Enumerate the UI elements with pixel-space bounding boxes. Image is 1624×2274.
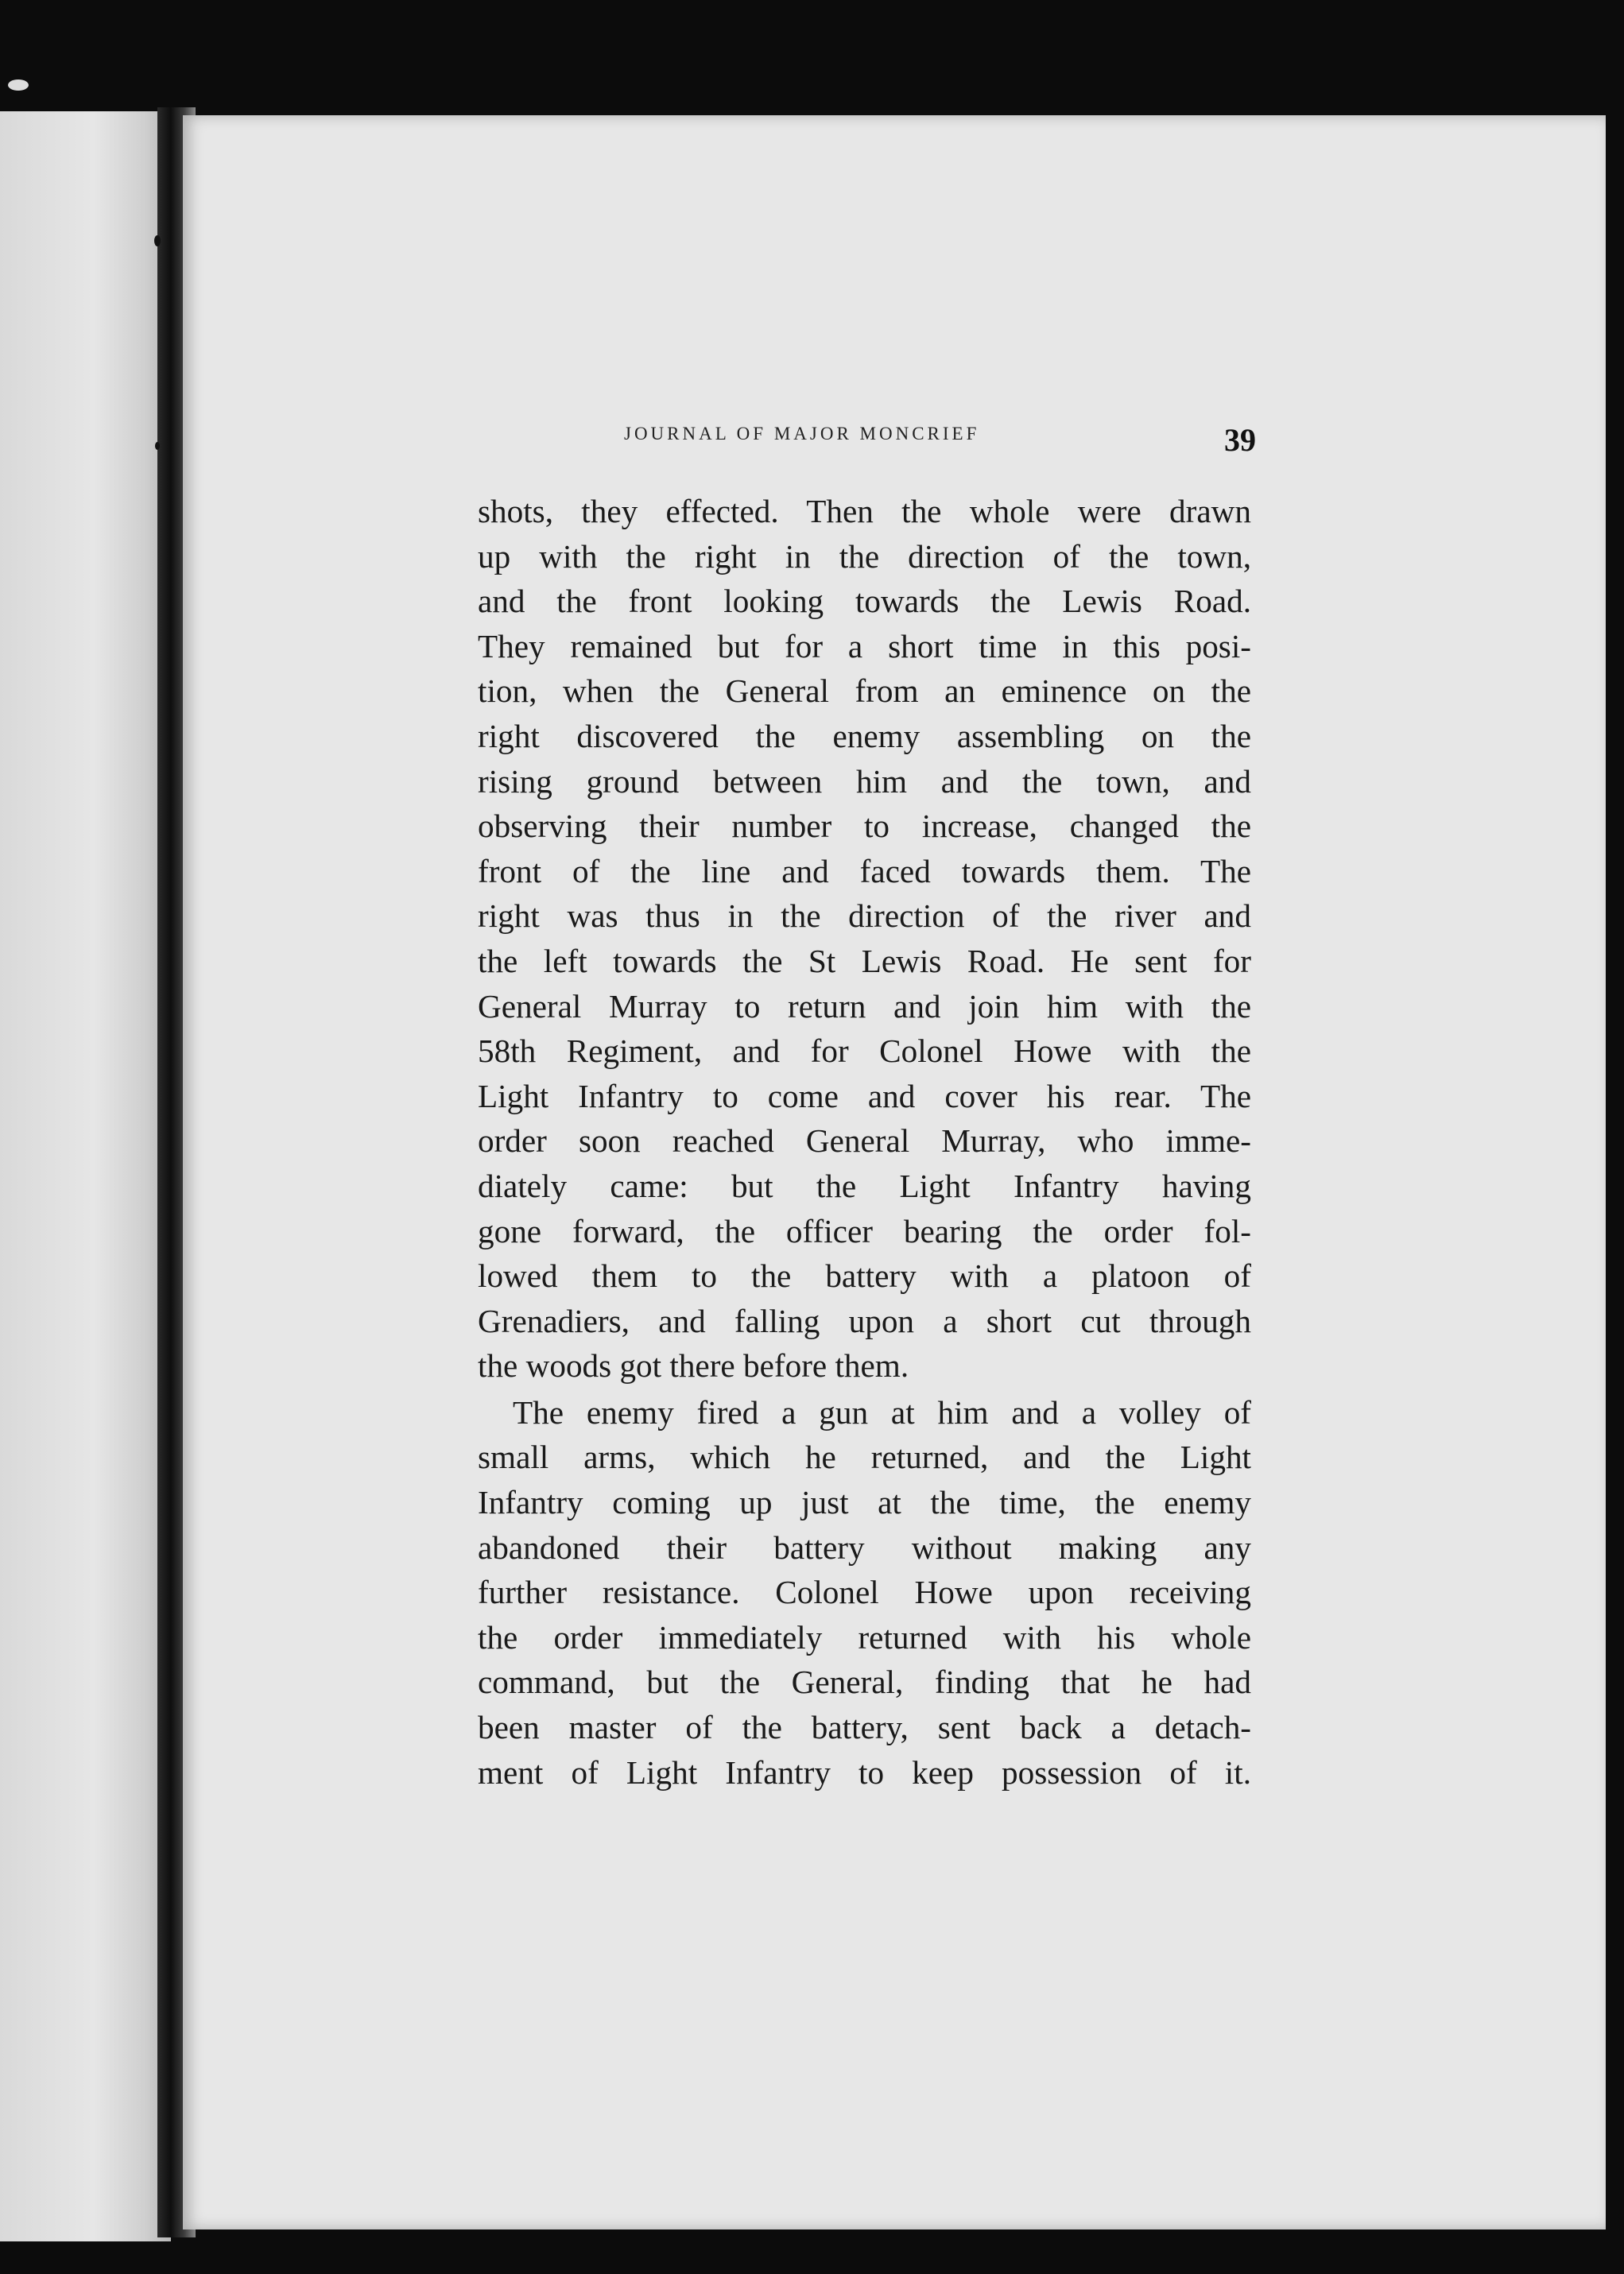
text-line: The enemy fired a gun at him and a volley of xyxy=(513,1393,1251,1431)
paragraph-1 xyxy=(478,489,1251,1389)
margin-speck xyxy=(155,442,160,450)
text-line: and the front looking towards the Lewis Road. xyxy=(478,583,1251,620)
margin-speck xyxy=(154,235,161,246)
text-line: abandoned their battery without making any xyxy=(478,1528,1251,1566)
paragraph-2 xyxy=(478,1390,1251,1795)
text-line: command, but the General, finding that he had xyxy=(478,1664,1251,1701)
text-line: tion, when the General from an eminence on the xyxy=(478,672,1251,710)
left-page-edge xyxy=(0,111,171,2241)
corner-speck xyxy=(8,79,29,91)
text-line: the woods got there before them. xyxy=(478,1347,909,1385)
text-line: They remained but for a short time in this posi- xyxy=(478,627,1251,664)
text-line: up with the right in the direction of the town, xyxy=(478,537,1251,575)
text-line: observing their number to increase, changed the xyxy=(478,808,1251,845)
text-line: further resistance. Colonel Howe upon receiving xyxy=(478,1574,1251,1611)
text-line: small arms, which he returned, and the Light xyxy=(478,1439,1251,1476)
text-line: lowed them to the battery with a platoon of xyxy=(478,1257,1251,1295)
page-body-text xyxy=(478,489,1251,1795)
text-line: gone forward, the officer bearing the order fol- xyxy=(478,1212,1251,1249)
text-line: right was thus in the direction of the river and xyxy=(478,897,1251,935)
text-line: right discovered the enemy assembling on the xyxy=(478,717,1251,754)
text-line: the left towards the St Lewis Road. He sent for xyxy=(478,942,1251,979)
text-line: the order immediately returned with his whole xyxy=(478,1618,1251,1656)
text-line: front of the line and faced towards them. The xyxy=(478,852,1251,889)
text-line: order soon reached General Murray, who imme- xyxy=(478,1122,1251,1160)
text-line: shots, they effected. Then the whole were drawn xyxy=(478,493,1251,529)
text-line: been master of the battery, sent back a detach- xyxy=(478,1709,1251,1746)
text-line: General Murray to return and join him with the xyxy=(478,987,1251,1025)
running-head-title: JOURNAL OF MAJOR MONCRIEF xyxy=(624,424,980,444)
text-line: Light Infantry to come and cover his rear. The xyxy=(478,1077,1251,1114)
text-line: ment of Light Infantry to keep possession of it. xyxy=(478,1753,1251,1791)
text-line: rising ground between him and the town, and xyxy=(478,762,1251,800)
text-line: 58th Regiment, and for Colonel Howe with the xyxy=(478,1032,1251,1070)
text-line: Infantry coming up just at the time, the enemy xyxy=(478,1484,1251,1521)
text-line: Grenadiers, and falling upon a short cut through xyxy=(478,1302,1251,1339)
page-number: 39 xyxy=(1224,422,1256,458)
text-line: diately came: but the Light Infantry having xyxy=(478,1167,1251,1204)
